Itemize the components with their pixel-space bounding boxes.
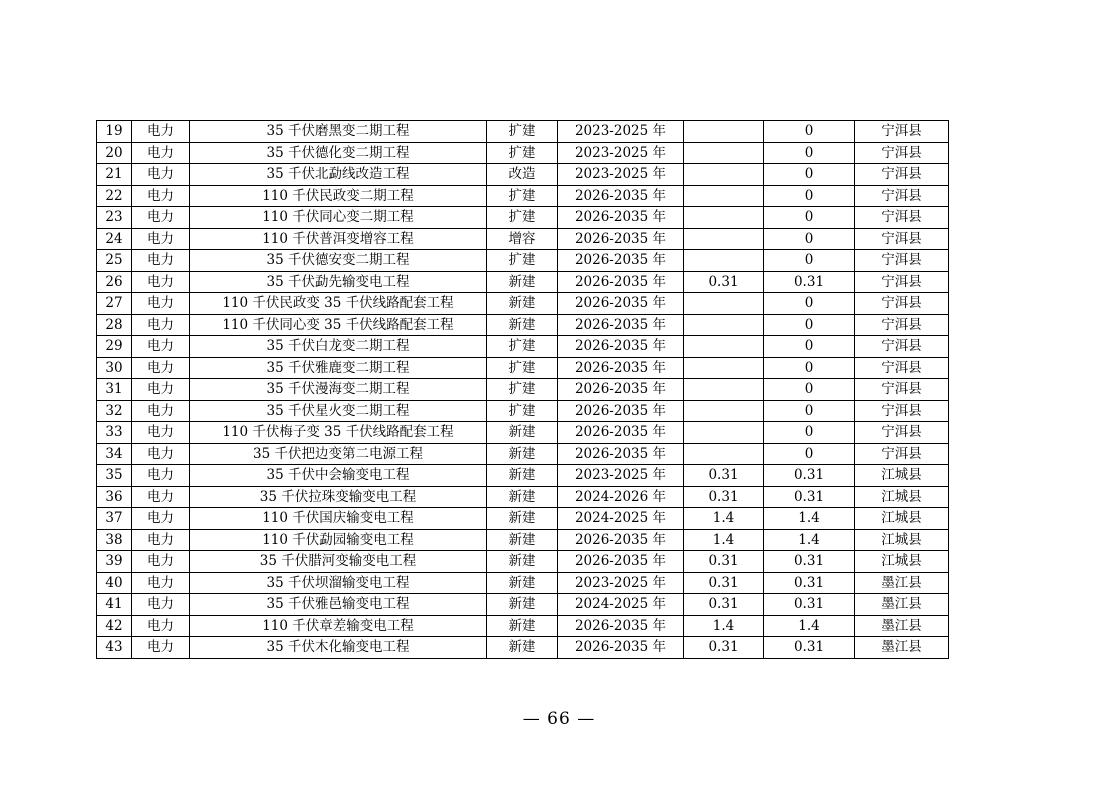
value-a-cell (684, 293, 764, 315)
category-cell: 电力 (132, 572, 190, 594)
project-name-cell: 35 千伏白龙变二期工程 (190, 336, 487, 358)
table-row (97, 271, 949, 293)
value-a-cell (684, 142, 764, 164)
project-name-cell: 110 千伏梅子变 35 千伏线路配套工程 (190, 422, 487, 444)
construction-type-cell: 新建 (487, 293, 558, 315)
construction-type-cell: 新建 (487, 615, 558, 637)
value-b-cell: 1.4 (764, 615, 855, 637)
table-row (97, 572, 949, 594)
row-index-cell: 36 (97, 486, 132, 508)
county-cell: 宁洱县 (855, 357, 949, 379)
row-index-cell: 32 (97, 400, 132, 422)
table-row (97, 293, 949, 315)
construction-type-cell: 扩建 (487, 142, 558, 164)
county-cell: 江城县 (855, 551, 949, 573)
category-cell: 电力 (132, 508, 190, 530)
value-a-cell (684, 121, 764, 143)
value-b-cell: 0 (764, 142, 855, 164)
value-b-cell: 0 (764, 400, 855, 422)
project-name-cell: 35 千伏勐先输变电工程 (190, 271, 487, 293)
row-index-cell: 23 (97, 207, 132, 229)
table-row (97, 486, 949, 508)
table-row (97, 400, 949, 422)
table-row (97, 164, 949, 186)
value-a-cell (684, 379, 764, 401)
table-row (97, 529, 949, 551)
project-name-cell: 110 千伏勐园输变电工程 (190, 529, 487, 551)
value-b-cell: 0 (764, 443, 855, 465)
value-a-cell: 0.31 (684, 271, 764, 293)
county-cell: 宁洱县 (855, 422, 949, 444)
category-cell: 电力 (132, 615, 190, 637)
value-a-cell: 0.31 (684, 551, 764, 573)
period-cell: 2026-2035 年 (558, 228, 684, 250)
row-index-cell: 22 (97, 185, 132, 207)
category-cell: 电力 (132, 637, 190, 659)
county-cell: 墨江县 (855, 572, 949, 594)
county-cell: 宁洱县 (855, 142, 949, 164)
construction-type-cell: 扩建 (487, 121, 558, 143)
category-cell: 电力 (132, 271, 190, 293)
table-body (97, 121, 949, 659)
value-b-cell: 0.31 (764, 551, 855, 573)
construction-type-cell: 新建 (487, 486, 558, 508)
table-row (97, 551, 949, 573)
county-cell: 墨江县 (855, 594, 949, 616)
row-index-cell: 25 (97, 250, 132, 272)
value-b-cell: 1.4 (764, 529, 855, 551)
construction-type-cell: 扩建 (487, 400, 558, 422)
row-index-cell: 20 (97, 142, 132, 164)
row-index-cell: 37 (97, 508, 132, 530)
period-cell: 2023-2025 年 (558, 572, 684, 594)
category-cell: 电力 (132, 142, 190, 164)
category-cell: 电力 (132, 465, 190, 487)
category-cell: 电力 (132, 314, 190, 336)
construction-type-cell: 新建 (487, 529, 558, 551)
value-a-cell: 1.4 (684, 529, 764, 551)
period-cell: 2026-2035 年 (558, 271, 684, 293)
county-cell: 宁洱县 (855, 293, 949, 315)
value-b-cell: 0 (764, 336, 855, 358)
construction-type-cell: 新建 (487, 572, 558, 594)
county-cell: 墨江县 (855, 615, 949, 637)
category-cell: 电力 (132, 293, 190, 315)
value-a-cell (684, 422, 764, 444)
project-name-cell: 35 千伏德安变二期工程 (190, 250, 487, 272)
value-b-cell: 0 (764, 185, 855, 207)
county-cell: 宁洱县 (855, 314, 949, 336)
value-b-cell: 0 (764, 314, 855, 336)
project-name-cell: 110 千伏同心变 35 千伏线路配套工程 (190, 314, 487, 336)
project-name-cell: 110 千伏章差输变电工程 (190, 615, 487, 637)
project-name-cell: 35 千伏漫海变二期工程 (190, 379, 487, 401)
value-b-cell: 0.31 (764, 271, 855, 293)
period-cell: 2024-2026 年 (558, 486, 684, 508)
value-b-cell: 0.31 (764, 637, 855, 659)
value-a-cell (684, 250, 764, 272)
period-cell: 2024-2025 年 (558, 508, 684, 530)
table-row (97, 508, 949, 530)
row-index-cell: 26 (97, 271, 132, 293)
category-cell: 电力 (132, 400, 190, 422)
construction-type-cell: 扩建 (487, 336, 558, 358)
table-row (97, 594, 949, 616)
row-index-cell: 30 (97, 357, 132, 379)
row-index-cell: 29 (97, 336, 132, 358)
period-cell: 2023-2025 年 (558, 164, 684, 186)
construction-type-cell: 改造 (487, 164, 558, 186)
county-cell: 墨江县 (855, 637, 949, 659)
table-row (97, 314, 949, 336)
category-cell: 电力 (132, 443, 190, 465)
value-a-cell: 0.31 (684, 637, 764, 659)
value-a-cell: 0.31 (684, 572, 764, 594)
period-cell: 2026-2035 年 (558, 207, 684, 229)
category-cell: 电力 (132, 336, 190, 358)
period-cell: 2026-2035 年 (558, 551, 684, 573)
project-table (96, 120, 949, 659)
project-name-cell: 110 千伏国庆输变电工程 (190, 508, 487, 530)
period-cell: 2026-2035 年 (558, 529, 684, 551)
project-name-cell: 35 千伏木化输变电工程 (190, 637, 487, 659)
table-row (97, 443, 949, 465)
value-b-cell: 0 (764, 164, 855, 186)
value-a-cell: 0.31 (684, 594, 764, 616)
category-cell: 电力 (132, 551, 190, 573)
project-name-cell: 35 千伏雅邑输变电工程 (190, 594, 487, 616)
project-name-cell: 35 千伏雅鹿变二期工程 (190, 357, 487, 379)
table-row (97, 250, 949, 272)
county-cell: 宁洱县 (855, 207, 949, 229)
category-cell: 电力 (132, 357, 190, 379)
county-cell: 宁洱县 (855, 271, 949, 293)
value-b-cell: 0.31 (764, 572, 855, 594)
construction-type-cell: 新建 (487, 637, 558, 659)
project-name-cell: 110 千伏民政变 35 千伏线路配套工程 (190, 293, 487, 315)
project-name-cell: 110 千伏普洱变增容工程 (190, 228, 487, 250)
value-b-cell: 0.31 (764, 594, 855, 616)
value-b-cell: 0 (764, 357, 855, 379)
period-cell: 2023-2025 年 (558, 121, 684, 143)
period-cell: 2026-2035 年 (558, 185, 684, 207)
construction-type-cell: 新建 (487, 271, 558, 293)
county-cell: 江城县 (855, 486, 949, 508)
value-b-cell: 1.4 (764, 508, 855, 530)
construction-type-cell: 扩建 (487, 185, 558, 207)
county-cell: 宁洱县 (855, 121, 949, 143)
row-index-cell: 33 (97, 422, 132, 444)
project-name-cell: 35 千伏中会输变电工程 (190, 465, 487, 487)
county-cell: 江城县 (855, 529, 949, 551)
value-a-cell (684, 357, 764, 379)
construction-type-cell: 新建 (487, 443, 558, 465)
county-cell: 宁洱县 (855, 185, 949, 207)
value-a-cell (684, 207, 764, 229)
value-a-cell (684, 336, 764, 358)
table-row (97, 465, 949, 487)
period-cell: 2023-2025 年 (558, 465, 684, 487)
period-cell: 2026-2035 年 (558, 443, 684, 465)
period-cell: 2026-2035 年 (558, 422, 684, 444)
table-row (97, 379, 949, 401)
project-name-cell: 35 千伏磨黑变二期工程 (190, 121, 487, 143)
project-name-cell: 35 千伏拉珠变输变电工程 (190, 486, 487, 508)
category-cell: 电力 (132, 486, 190, 508)
county-cell: 江城县 (855, 508, 949, 530)
value-b-cell: 0.31 (764, 486, 855, 508)
construction-type-cell: 新建 (487, 422, 558, 444)
category-cell: 电力 (132, 250, 190, 272)
row-index-cell: 41 (97, 594, 132, 616)
period-cell: 2026-2035 年 (558, 293, 684, 315)
project-name-cell: 35 千伏德化变二期工程 (190, 142, 487, 164)
category-cell: 电力 (132, 379, 190, 401)
period-cell: 2026-2035 年 (558, 379, 684, 401)
construction-type-cell: 新建 (487, 551, 558, 573)
project-name-cell: 35 千伏星火变二期工程 (190, 400, 487, 422)
project-name-cell: 35 千伏把边变第二电源工程 (190, 443, 487, 465)
row-index-cell: 40 (97, 572, 132, 594)
construction-type-cell: 新建 (487, 314, 558, 336)
row-index-cell: 38 (97, 529, 132, 551)
value-a-cell: 0.31 (684, 465, 764, 487)
table-row (97, 422, 949, 444)
table-row (97, 637, 949, 659)
project-name-cell: 110 千伏民政变二期工程 (190, 185, 487, 207)
construction-type-cell: 新建 (487, 465, 558, 487)
table-row (97, 185, 949, 207)
project-name-cell: 35 千伏腊河变输变电工程 (190, 551, 487, 573)
period-cell: 2026-2035 年 (558, 250, 684, 272)
category-cell: 电力 (132, 185, 190, 207)
value-a-cell (684, 185, 764, 207)
row-index-cell: 43 (97, 637, 132, 659)
value-a-cell (684, 228, 764, 250)
county-cell: 宁洱县 (855, 228, 949, 250)
construction-type-cell: 扩建 (487, 357, 558, 379)
row-index-cell: 21 (97, 164, 132, 186)
value-b-cell: 0 (764, 379, 855, 401)
row-index-cell: 34 (97, 443, 132, 465)
construction-type-cell: 扩建 (487, 379, 558, 401)
period-cell: 2026-2035 年 (558, 357, 684, 379)
value-b-cell: 0 (764, 228, 855, 250)
row-index-cell: 27 (97, 293, 132, 315)
period-cell: 2026-2035 年 (558, 637, 684, 659)
construction-type-cell: 扩建 (487, 250, 558, 272)
table-row (97, 357, 949, 379)
table-row (97, 207, 949, 229)
project-name-cell: 35 千伏北勐线改造工程 (190, 164, 487, 186)
table-row (97, 336, 949, 358)
value-a-cell: 1.4 (684, 615, 764, 637)
value-a-cell (684, 164, 764, 186)
row-index-cell: 24 (97, 228, 132, 250)
category-cell: 电力 (132, 164, 190, 186)
page-number: — 66 — (522, 709, 596, 729)
period-cell: 2024-2025 年 (558, 594, 684, 616)
value-b-cell: 0 (764, 293, 855, 315)
construction-type-cell: 新建 (487, 508, 558, 530)
category-cell: 电力 (132, 594, 190, 616)
period-cell: 2023-2025 年 (558, 142, 684, 164)
construction-type-cell: 增容 (487, 228, 558, 250)
value-b-cell: 0 (764, 207, 855, 229)
project-name-cell: 35 千伏坝溜输变电工程 (190, 572, 487, 594)
table-row (97, 615, 949, 637)
row-index-cell: 42 (97, 615, 132, 637)
county-cell: 江城县 (855, 465, 949, 487)
row-index-cell: 19 (97, 121, 132, 143)
table-row (97, 228, 949, 250)
county-cell: 宁洱县 (855, 164, 949, 186)
county-cell: 宁洱县 (855, 336, 949, 358)
county-cell: 宁洱县 (855, 379, 949, 401)
county-cell: 宁洱县 (855, 400, 949, 422)
county-cell: 宁洱县 (855, 250, 949, 272)
category-cell: 电力 (132, 422, 190, 444)
value-a-cell (684, 314, 764, 336)
category-cell: 电力 (132, 121, 190, 143)
category-cell: 电力 (132, 207, 190, 229)
table-row (97, 121, 949, 143)
value-b-cell: 0 (764, 250, 855, 272)
category-cell: 电力 (132, 228, 190, 250)
table-row (97, 142, 949, 164)
period-cell: 2026-2035 年 (558, 336, 684, 358)
value-b-cell: 0 (764, 121, 855, 143)
period-cell: 2026-2035 年 (558, 314, 684, 336)
row-index-cell: 35 (97, 465, 132, 487)
project-name-cell: 110 千伏同心变二期工程 (190, 207, 487, 229)
value-b-cell: 0 (764, 422, 855, 444)
construction-type-cell: 新建 (487, 594, 558, 616)
construction-type-cell: 扩建 (487, 207, 558, 229)
county-cell: 宁洱县 (855, 443, 949, 465)
row-index-cell: 28 (97, 314, 132, 336)
period-cell: 2026-2035 年 (558, 615, 684, 637)
value-a-cell: 1.4 (684, 508, 764, 530)
value-b-cell: 0.31 (764, 465, 855, 487)
value-a-cell: 0.31 (684, 486, 764, 508)
value-a-cell (684, 400, 764, 422)
row-index-cell: 31 (97, 379, 132, 401)
row-index-cell: 39 (97, 551, 132, 573)
period-cell: 2026-2035 年 (558, 400, 684, 422)
value-a-cell (684, 443, 764, 465)
category-cell: 电力 (132, 529, 190, 551)
